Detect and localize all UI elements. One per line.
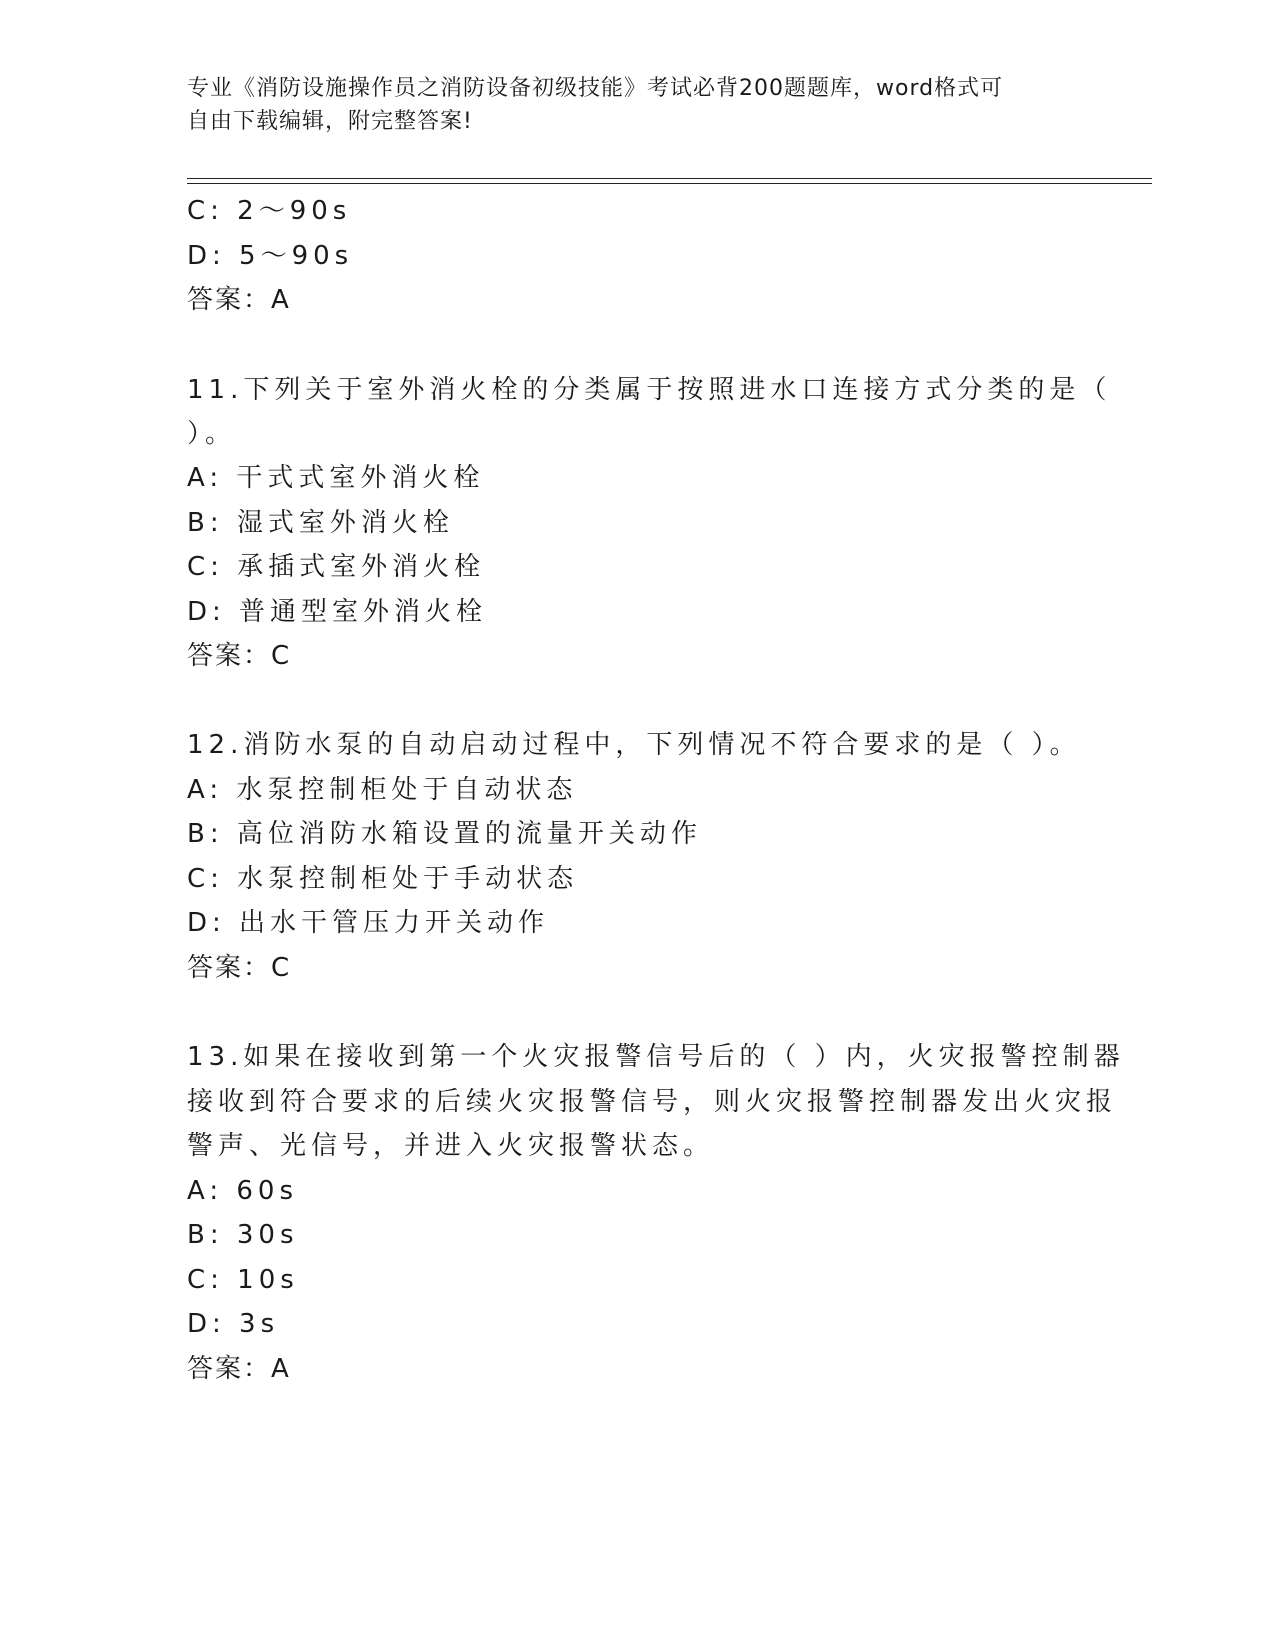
q13-stem-line-3: 警声、光信号，并进入火灾报警状态。 [187, 1131, 715, 1161]
q12-option-d: D: 出水干管压力开关动作 [187, 908, 550, 938]
header-divider-bottom [187, 183, 1152, 184]
q13-stem-line-2: 接收到符合要求的后续火灾报警信号，则火灾报警控制器发出火灾报 [187, 1087, 1118, 1117]
q13-option-b: B: 30s [187, 1220, 299, 1250]
page-header [187, 72, 1067, 138]
q12-option-b: B: 高位消防水箱设置的流量开关动作 [187, 819, 702, 849]
q10-option-d: D: 5～90s [187, 241, 354, 271]
q13-option-a: A: 60s [187, 1176, 298, 1206]
q13-option-d: D: 3s [187, 1309, 280, 1339]
q11-answer: 答案：C [187, 641, 292, 671]
q10-answer: 答案：A [187, 285, 291, 315]
q13-option-c: C: 10s [187, 1265, 299, 1295]
q11-stem-line-2: ）。 [187, 419, 237, 449]
q11-option-b: B: 湿式室外消火栓 [187, 508, 454, 538]
q11-option-d: D: 普通型室外消火栓 [187, 597, 488, 627]
q12-option-a: A: 水泵控制柜处于自动状态 [187, 775, 578, 805]
q13-stem-line-1: 13.如果在接收到第一个火灾报警信号后的（ ）内，火灾报警控制器 [187, 1042, 1125, 1072]
q12-answer: 答案：C [187, 953, 292, 983]
q11-stem-line-1: 11.下列关于室外消火栓的分类属于按照进水口连接方式分类的是（ [187, 375, 1112, 405]
q12-stem-line-1: 12.消防水泵的自动启动过程中，下列情况不符合要求的是（ ）。 [187, 730, 1081, 760]
header-title-line-2: 自由下载编辑，附完整答案! [187, 109, 473, 134]
header-title-line-1: 专业《消防设施操作员之消防设备初级技能》考试必背200题题库，word格式可 [187, 76, 1004, 101]
q10-option-c: C: 2～90s [187, 196, 352, 226]
q12-option-c: C: 水泵控制柜处于手动状态 [187, 864, 579, 894]
header-divider-top [187, 178, 1152, 179]
q13-answer: 答案：A [187, 1354, 291, 1384]
q11-option-c: C: 承插式室外消火栓 [187, 552, 486, 582]
q11-option-a: A: 干式式室外消火栓 [187, 463, 485, 493]
